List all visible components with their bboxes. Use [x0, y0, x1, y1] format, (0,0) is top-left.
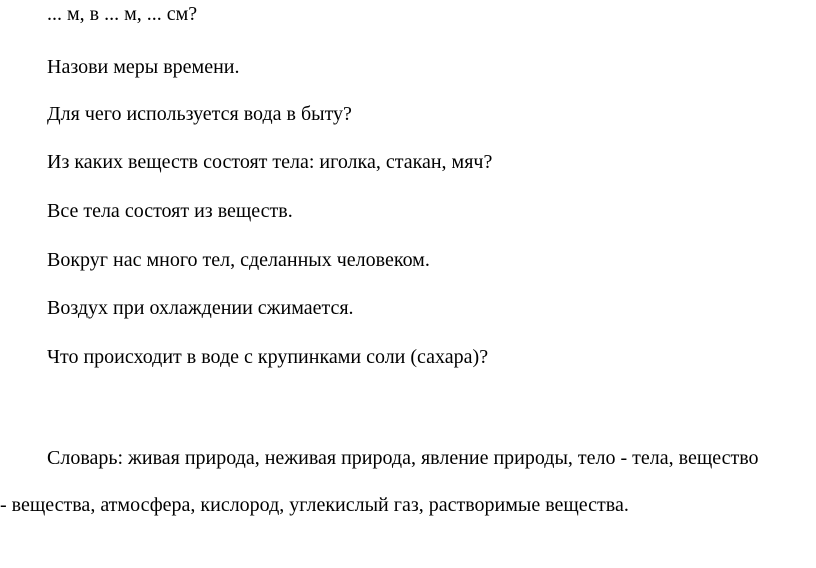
text-line-air-contracts: Воздух при охлаждении сжимается. — [47, 297, 354, 319]
dictionary-line-1: Словарь: живая природа, неживая природа, явление природы, тело - тела, вещество — [47, 447, 759, 469]
text-line-salt-question: Что происходит в воде с крупинками соли (сахара)? — [47, 346, 489, 368]
text-line-substances-question: Из каких веществ состоят тела: иголка, стакан, мяч? — [47, 151, 493, 173]
text-line-bodies-substances: Все тела состоят из веществ. — [47, 200, 293, 222]
text-line-man-made-bodies: Вокруг нас много тел, сделанных человеком. — [47, 249, 430, 271]
text-line-units-question: ... м, в ... м, ... см? — [47, 3, 198, 25]
dictionary-line-2: - вещества, атмосфера, кислород, углекислый газ, растворимые вещества. — [0, 494, 629, 516]
text-line-water-use: Для чего используется вода в быту? — [47, 103, 352, 125]
text-line-time-measures: Назови меры времени. — [47, 56, 240, 78]
